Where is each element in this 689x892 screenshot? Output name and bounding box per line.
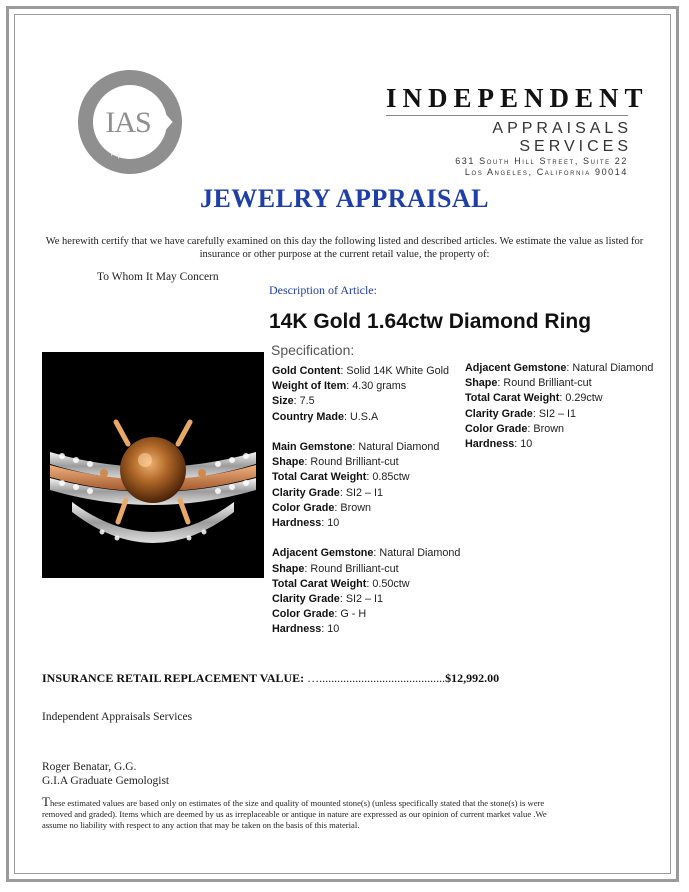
- spec-adjacent2-hardness: Hardness: 10: [465, 438, 533, 451]
- spec-key: Shape: [465, 377, 498, 390]
- spec-value: 0.29ctw: [565, 392, 603, 405]
- spec-key: Shape: [272, 456, 305, 469]
- spec-value: 7.5: [299, 395, 315, 408]
- spec-value: G - H: [340, 608, 367, 621]
- spec-key: Adjacent Gemstone: [465, 362, 567, 374]
- company-address-line1: 631 South Hill Street, Suite 22: [455, 156, 628, 166]
- spec-value: 10: [520, 438, 533, 451]
- document-title: JEWELRY APPRAISAL: [199, 184, 490, 213]
- spec-key: Hardness: [272, 517, 322, 530]
- company-header: [386, 83, 649, 178]
- spec-adjacent2-shape: Shape: Round Brilliant-cut: [465, 377, 592, 390]
- spec-main-shape: Shape: Round Brilliant-cut: [272, 456, 399, 469]
- spec-value: 0.85ctw: [372, 471, 410, 484]
- company-name: INDEPENDENT: [386, 83, 649, 113]
- spec-key: Country Made: [272, 410, 344, 423]
- spec-value: Solid 14K White Gold: [346, 365, 449, 377]
- spec-value: Natural Diamond: [572, 362, 654, 374]
- spec-adjacent1-gemstone: Adjacent Gemstone: Natural Diamond: [272, 547, 461, 560]
- company-address-line2: Los Angeles, California 90014: [464, 167, 628, 177]
- spec-key: Total Carat Weight: [465, 392, 560, 405]
- insurance-value-label: INSURANCE RETAIL REPLACEMENT VALUE:: [42, 671, 305, 685]
- spec-key: Clarity Grade: [272, 486, 340, 499]
- spec-main-carat: Total Carat Weight: 0.85ctw: [272, 471, 410, 484]
- spec-key: Shape: [272, 562, 305, 575]
- ias-logo: [74, 66, 186, 178]
- ring-photo: [42, 352, 264, 578]
- spec-adjacent2-color: Color Grade: Brown: [465, 422, 565, 435]
- spec-value: SI2 – I1: [345, 486, 384, 499]
- company-subtitle: APPRAISALS SERVICES: [492, 120, 632, 155]
- spec-value: Round Brilliant-cut: [503, 377, 592, 390]
- spec-key: Color Grade: [272, 501, 335, 514]
- certification-statement: We herewith certify that we have carefully examined on this day the following listed and described articles. We estimate the value as listed for insurance or other purpose at the current retail value, the property of:: [45, 236, 644, 260]
- spec-value: Brown: [340, 501, 372, 514]
- spec-adjacent1-color: Color Grade: G - H: [272, 608, 367, 621]
- spec-adjacent1-clarity: Clarity Grade: SI2 – I1: [272, 593, 384, 606]
- spec-key: Color Grade: [465, 422, 528, 435]
- logo-ring-text: Appraisal: [102, 141, 158, 161]
- spec-main-clarity: Clarity Grade: SI2 – I1: [272, 486, 384, 499]
- spec-main-hardness: Hardness: 10: [272, 517, 340, 530]
- spec-spacer: [272, 531, 460, 546]
- spec-key: Hardness: [465, 438, 515, 451]
- spec-value: 10: [327, 623, 340, 636]
- spec-value: U.S.A: [349, 410, 379, 423]
- insurance-value-amount: $12,992.00: [445, 671, 500, 685]
- spec-value: Natural Diamond: [358, 441, 440, 453]
- spec-adjacent2-gemstone: Adjacent Gemstone: Natural Diamond: [465, 362, 654, 374]
- spec-gold-content: Gold Content: Solid 14K White Gold: [272, 365, 449, 377]
- spec-key: Color Grade: [272, 608, 335, 621]
- signer-block: [42, 760, 169, 788]
- spec-key: Adjacent Gemstone: [272, 547, 374, 560]
- recipient: To Whom It May Concern: [97, 271, 219, 283]
- specification-label: Specification:: [271, 342, 355, 358]
- spec-spacer: [272, 425, 460, 440]
- spec-key: Gold Content: [272, 365, 341, 377]
- spec-main-color: Color Grade: Brown: [272, 501, 372, 514]
- spec-value: Round Brilliant-cut: [310, 562, 399, 575]
- disclaimer-initial: T: [42, 794, 50, 809]
- spec-main-gemstone: Main Gemstone: Natural Diamond: [272, 441, 440, 453]
- company-rule: [386, 115, 628, 116]
- insurance-value-line: [42, 671, 499, 686]
- spec-adjacent2-carat: Total Carat Weight: 0.29ctw: [465, 392, 603, 405]
- item-title: 14K Gold 1.64ctw Diamond Ring: [269, 310, 592, 333]
- logo-monogram: IAS: [105, 106, 151, 139]
- spec-column-right: [465, 361, 653, 452]
- spec-value: Brown: [533, 422, 565, 435]
- spec-key: Size: [272, 395, 294, 408]
- spec-country: Country Made: U.S.A: [272, 410, 379, 423]
- spec-key: Clarity Grade: [465, 407, 533, 420]
- spec-adjacent1-carat: Total Carat Weight: 0.50ctw: [272, 577, 410, 590]
- spec-key: Main Gemstone: [272, 441, 353, 453]
- spec-value: Round Brilliant-cut: [310, 456, 399, 469]
- signer-title: G.I.A Graduate Gemologist: [42, 775, 170, 787]
- spec-key: Total Carat Weight: [272, 577, 367, 590]
- disclaimer: [42, 796, 562, 831]
- spec-adjacent2-clarity: Clarity Grade: SI2 – I1: [465, 407, 577, 420]
- spec-weight: Weight of Item: 4.30 grams: [272, 380, 407, 393]
- spec-adjacent1-hardness: Hardness: 10: [272, 623, 340, 636]
- spec-value: Natural Diamond: [379, 547, 461, 560]
- spec-value: 4.30 grams: [352, 380, 407, 393]
- issuing-company: Independent Appraisals Services: [42, 711, 193, 723]
- description-label: Description of Article:: [269, 283, 377, 297]
- spec-value: SI2 – I1: [345, 593, 384, 606]
- disclaimer-text: hese estimated values are based only on estimates of the size and quality of mounted stone(s) (unless specifically stated that the stone(s) is were removed and graded). Items which are deemed by us as irreplaceable or antique in nature are expressed as our opinion of current market value .We assume no liability with respect to any action that may be taken on the basis of this material.: [42, 798, 547, 830]
- spec-value: 10: [327, 517, 340, 530]
- spec-key: Hardness: [272, 623, 322, 636]
- spec-size: Size: 7.5: [272, 395, 315, 408]
- spec-key: Total Carat Weight: [272, 471, 367, 484]
- spec-adjacent1-shape: Shape: Round Brilliant-cut: [272, 562, 399, 575]
- insurance-value-leader-dots: …..........................................: [307, 671, 446, 685]
- signer-name: Roger Benatar, G.G.: [42, 761, 137, 773]
- spec-key: Weight of Item: [272, 380, 347, 393]
- spec-value: SI2 – I1: [538, 407, 577, 420]
- spec-value: 0.50ctw: [372, 577, 410, 590]
- spec-column-left: [272, 364, 460, 638]
- spec-key: Clarity Grade: [272, 593, 340, 606]
